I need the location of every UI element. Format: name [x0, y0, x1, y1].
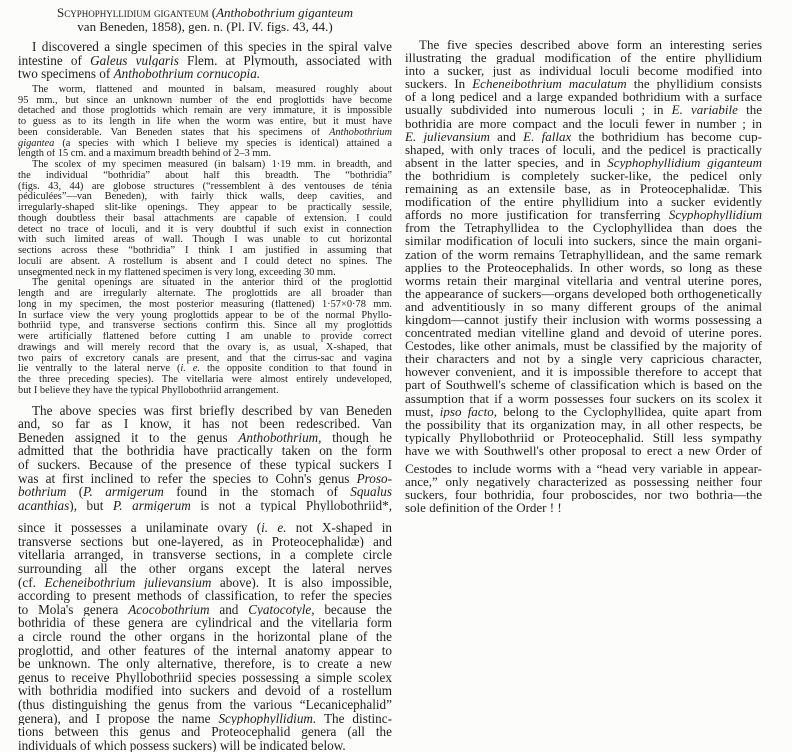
text-line	[405, 418, 762, 431]
text-line	[18, 214, 392, 225]
text-line	[18, 268, 392, 279]
italic-term: Galeus vulgaris	[90, 53, 179, 68]
text-line	[18, 106, 392, 117]
text-run: (	[66, 485, 84, 499]
text-run: the bothridium has become cup-	[571, 129, 762, 143]
text-line	[18, 354, 392, 365]
text-line	[405, 300, 762, 313]
text-run: have we with Southwell's other proposal to erect a new Order of	[405, 443, 762, 457]
text-run: absent in the latter species, and in	[405, 155, 608, 169]
text-line	[18, 739, 392, 752]
text-line	[18, 182, 392, 193]
text-run: and adventitiously in so many different groups of the animal	[405, 299, 762, 313]
italic-term: Anthobothrium giganteum	[216, 6, 353, 20]
text-run: proglottid, and other features of the internal anatomy appear to	[18, 643, 392, 658]
text-run: however convenient, and it is impossible therefore to accept that	[405, 365, 762, 379]
text-line	[18, 712, 392, 726]
italic-term: Echeneibothrium julievansium	[44, 575, 212, 590]
text-line	[405, 143, 762, 156]
text-line	[18, 404, 392, 418]
text-run: remaining as an extensile base, as in Proteocephalidæ. This	[405, 182, 762, 196]
italic-term: Scyphophyllidium.	[218, 711, 317, 726]
text-line	[18, 698, 392, 712]
text-line	[18, 171, 392, 182]
text-run: genera), and I propose the name	[18, 711, 219, 726]
text-run: from the Tetraphyllidea to the Cyclophyllidea than does the	[405, 221, 762, 235]
text-run: two pairs of excretory canals are present, and that the cirrus-sac and vagina	[18, 353, 392, 364]
text-run: the	[737, 103, 762, 117]
text-line	[405, 117, 762, 130]
text-line	[405, 405, 762, 418]
text-line	[18, 257, 392, 268]
text-run: belong to the Cyclophyllidea, quite apart from	[496, 404, 762, 418]
text-run: individuals of which possess suckers) will be indicated below.	[18, 738, 346, 752]
text-run: Beneden assigned it to the genus	[18, 430, 239, 445]
text-line	[405, 261, 762, 274]
text-line	[405, 221, 762, 234]
text-run: sole definition of the Order ! !	[405, 501, 562, 515]
text-run: was at first inclined to refer the species to Cohn's genus	[18, 471, 357, 486]
text-run: with such limited areas of wall. Though I was unable to cut horizontal	[18, 235, 392, 246]
text-run: Cestodes, like other animals, must be classified by the majority of	[405, 339, 762, 353]
text-block	[18, 85, 392, 397]
text-run: ), but	[69, 498, 113, 513]
text-line	[405, 38, 762, 51]
italic-term: Anthobothrium cornucopia.	[113, 67, 261, 81]
text-line	[18, 225, 392, 236]
text-run: irregularly-shaped slit-like openings. They appear to be practically sessile,	[18, 203, 392, 214]
text-line	[18, 603, 392, 617]
text-run: length and are irregularly alternate. The proglottids are all broader than	[18, 289, 392, 300]
text-line	[18, 562, 392, 576]
text-run: found in the stomach of	[163, 485, 351, 499]
text-run: the possibility that its organization may, in all other respects, be	[405, 417, 762, 431]
text-run: part of Southwell's scheme of classification which is based on the	[405, 378, 762, 392]
text-run: surrounding all the other organs except the lateral nerves	[18, 562, 392, 576]
text-run: bothridia are more compact and the loculi fewer in number ; in	[405, 116, 762, 130]
italic-term: Squalus	[350, 485, 392, 499]
paragraph-gap	[18, 512, 392, 521]
text-run: (cf.	[18, 575, 45, 590]
text-run: suckers, four bothridia, four proboscides, nor two bothria—the	[405, 488, 762, 502]
text-run: I discovered a single specimen of this species in the spiral valve	[32, 40, 392, 54]
left-column	[18, 6, 392, 752]
text-line	[18, 40, 392, 54]
text-run: the opposite condition to that found in	[200, 364, 392, 375]
text-run: In surface view the very young proglottids appear to be of the normal Phyllo-	[18, 310, 392, 321]
text-run: admitted that the bothridia have practically taken on the form	[18, 444, 392, 458]
text-run: shaped, with only traces of loculi, and the pedicel is practically	[405, 142, 762, 156]
text-line	[18, 644, 392, 658]
italic-term: Cyatocotyle,	[248, 602, 315, 617]
text-run: though doubtless their basal attachments are capable of extension. I could	[18, 213, 392, 224]
text-line	[405, 195, 762, 208]
text-run: the individual “bothridia” about half this breadth. The “bothridia”	[18, 170, 392, 181]
text-line	[405, 77, 762, 90]
text-block	[405, 462, 762, 514]
text-line	[405, 248, 762, 261]
text-line	[405, 431, 762, 444]
text-run: above). It is also impossible,	[211, 575, 392, 590]
text-line	[405, 90, 762, 103]
italic-term: bothrium	[18, 485, 67, 499]
text-line	[405, 64, 762, 77]
text-run: though he	[321, 430, 392, 445]
text-line	[405, 365, 762, 378]
text-run: is not a typical Phyllobothriid*,	[190, 498, 392, 513]
text-run: of a long pedicel and a large expanded bothridium with a surface	[405, 90, 762, 104]
right-column	[405, 38, 762, 514]
text-run: ance,” only negatively characterized as possessing neither four	[405, 475, 762, 489]
text-line	[405, 208, 762, 221]
text-run: detect no trace of loculi, and it is very doubtful if such exist in connection	[18, 224, 392, 235]
text-run: been considerable. Van Beneden states that his specimens of	[18, 127, 330, 138]
text-line	[18, 485, 392, 499]
text-line	[405, 501, 762, 514]
text-run: detached and those proglottids which remain are very immature, it is impossible	[18, 106, 392, 117]
text-run: sections across these “bothridia” I think I am justified in assuming that	[18, 246, 392, 257]
text-run: transverse sections but one-layered, as in Proteocephalidæ) and	[18, 534, 392, 549]
italic-term: Anthobothrium	[329, 127, 392, 138]
text-run: (figs. 43, 44) are globose structures (“ressemblent à des ventouses de ténia	[18, 181, 392, 192]
text-block	[18, 40, 392, 81]
italic-term: Echeneibothrium maculatum	[472, 77, 627, 91]
text-run: pédiculées”—van Beneden), with fairly thick walls, deep cavities, and	[18, 192, 392, 203]
text-line	[405, 182, 762, 195]
italic-term: Acocobothrium	[128, 602, 210, 617]
text-line	[18, 589, 392, 603]
text-run: length of 15 cm. and a maximum breadth behind of 2–3 mm.	[18, 149, 272, 160]
text-line	[18, 431, 392, 445]
text-line	[405, 392, 762, 405]
text-run: The distinc-	[316, 711, 392, 726]
text-run: according to present methods of classification, to refer the species	[18, 589, 392, 603]
text-run: to guess as to its length in life when the worm was entire, but it must have	[18, 117, 392, 128]
text-run: their characters and not by a single very capricious character,	[405, 352, 762, 366]
text-run: long in my specimen, the most posterior measuring (flattened) 1·57×0·78 mm.	[18, 299, 392, 310]
text-line	[18, 375, 392, 386]
italic-term: ipso facto,	[439, 404, 497, 418]
text-run: two specimens of	[18, 67, 114, 81]
species-name-heading: Scyphophyllidium giganteum	[57, 6, 209, 20]
text-line	[405, 51, 762, 64]
text-run: and, so far as I know, it has not been redescribed. Van	[18, 417, 392, 431]
text-line	[18, 616, 392, 630]
text-run: assumption that if a worm possesses four suckers on its scolex it	[405, 391, 762, 405]
text-run: zation of the worm remains Tetraphyllidean, and the same remark	[405, 247, 762, 261]
text-line	[18, 657, 392, 671]
text-run: kingdom—cannot justify their inclusion with worms possessing a	[405, 312, 762, 327]
text-line	[18, 521, 392, 535]
text-block	[18, 404, 392, 513]
text-line	[18, 311, 392, 322]
text-run: must,	[405, 404, 440, 418]
text-run: applies to the Proteocephalids. In other words, so long as these	[405, 260, 762, 274]
text-line	[405, 326, 762, 339]
text-line	[405, 130, 762, 143]
italic-term: Scyphophyllidium	[668, 208, 762, 222]
text-run: drawings and will merely record that the ovary is, as usual, X-shaped, that	[18, 342, 392, 353]
text-line	[18, 203, 392, 214]
text-line	[18, 20, 392, 34]
italic-term: i. e.	[261, 521, 287, 535]
text-line	[405, 462, 762, 475]
italic-term: E. fallax	[523, 129, 572, 143]
text-line	[405, 378, 762, 391]
text-run: usually subdivided into numerous loculi ; in	[405, 103, 672, 117]
text-run: worms retain their marginal vitellaria and ventral uterine pores,	[405, 273, 762, 287]
text-line	[18, 472, 392, 486]
italic-term: Scyphophyllidium giganteum	[607, 155, 762, 169]
text-line	[18, 458, 392, 472]
text-line	[18, 671, 392, 685]
text-line	[405, 103, 762, 116]
text-run: the bothridium is completely sucker-like, the pedicel only	[405, 168, 762, 183]
italic-term: P. armigerum	[112, 498, 191, 513]
text-line	[18, 499, 392, 513]
text-run: the appearance of suckers—organs developed both orthogenetically	[405, 286, 762, 300]
text-line	[18, 289, 392, 300]
italic-term: acanthias	[18, 498, 70, 513]
text-run: (	[208, 6, 217, 20]
text-line	[405, 352, 762, 365]
text-line	[405, 339, 762, 352]
text-line	[18, 128, 392, 139]
text-line	[18, 149, 392, 160]
text-line	[18, 139, 392, 150]
text-run: be unknown. The only alternative, therefore, is to create a new	[18, 657, 392, 671]
text-run: and	[209, 602, 249, 617]
text-line	[405, 488, 762, 501]
text-line	[405, 475, 762, 488]
text-line	[18, 235, 392, 246]
text-line	[405, 156, 762, 169]
text-run: unsegmented neck in my flattened specimen is very long, exceeding 30 mm.	[18, 267, 336, 278]
text-run: bothriid type, and transverse sections confirm this. Since all my proglottids	[18, 321, 392, 332]
italic-term: E. variabile	[671, 103, 738, 117]
text-run: affords no more justification for transferring	[405, 208, 669, 222]
text-line	[405, 287, 762, 300]
text-line	[18, 321, 392, 332]
italic-term: Proso-	[356, 471, 392, 486]
text-line	[18, 630, 392, 644]
text-run: since it possesses a unilaminate ovary (	[18, 521, 262, 535]
text-run: of suckers. Because of the presence of these typical suckers I	[18, 457, 392, 472]
text-run: similar modification of loculi into suckers, since the main organi-	[405, 234, 762, 248]
text-line	[405, 234, 762, 247]
text-run: Flem. at Plymouth, associated with	[178, 53, 392, 68]
text-run: 95 mm., but since an unknown number of the end proglottids have become	[18, 95, 392, 106]
text-line	[18, 417, 392, 431]
italic-term: Anthobothrium,	[238, 430, 322, 445]
text-line	[18, 576, 392, 590]
text-line	[18, 192, 392, 203]
text-run: lie ventrally to the lateral nerve (	[18, 364, 181, 375]
text-line	[18, 725, 392, 739]
text-run: but I believe they have the typical Phyllobothriid arrangement.	[18, 385, 279, 396]
text-line	[18, 684, 392, 698]
text-run: The five species described above form an interesting series	[419, 38, 762, 52]
text-run: the three preceding species). The vitellaria were almost entirely undeveloped,	[18, 375, 392, 386]
text-run: not X-shaped in	[286, 521, 392, 535]
text-run: The above species was first briefly described by van Beneden	[32, 403, 392, 418]
text-run: with bothridia modified into suckers and devoid of a rostellum	[18, 684, 392, 698]
italic-term: gigantea	[18, 138, 55, 149]
text-run: typically Phyllobothriid or Proteocephalid. Still less sympathy	[405, 430, 762, 444]
text-line	[18, 444, 392, 458]
text-run: Cestodes to include worms with a “head very variable in appear-	[405, 462, 762, 476]
text-line	[18, 246, 392, 257]
text-run: and	[489, 129, 524, 143]
text-line	[18, 278, 392, 289]
text-line	[18, 67, 392, 81]
text-run: because the	[314, 602, 392, 617]
text-run: modification of the entire phyllidium into a sucker evidently	[405, 195, 762, 209]
text-line	[18, 343, 392, 354]
italic-term: P. armigerum	[83, 485, 164, 499]
italic-term: E. julievansium	[405, 129, 490, 143]
text-line	[18, 364, 392, 375]
text-block	[405, 38, 762, 457]
text-line	[18, 548, 392, 562]
text-line	[18, 117, 392, 128]
italic-term: i. e.	[180, 364, 201, 375]
text-run: van Beneden, 1858), gen. n. (Pl. IV. figs. 43, 44.)	[77, 20, 333, 34]
text-run: The scolex of my specimen measured (in balsam) 1·19 mm. in breadth, and	[32, 160, 392, 171]
text-run: bothridia of these genera are cylindrical and the vitellaria form	[18, 616, 392, 631]
text-run: a circle round the other organs in the horizontal plane of the	[18, 630, 392, 644]
text-line	[405, 169, 762, 182]
text-run: concentrated median vitelline gland and devoid of uterine pores.	[405, 326, 762, 340]
text-run: (thus distinguishing the genus from the various “Lecanicephalid”	[18, 698, 392, 712]
text-line	[18, 6, 392, 20]
text-block	[18, 521, 392, 752]
text-line	[18, 386, 392, 397]
text-line	[18, 300, 392, 311]
text-run: illustrating the gradual modification of the entire phyllidium	[405, 51, 762, 65]
text-run: genus to receive Phyllobothriid species possessing a simple scolex	[18, 670, 392, 685]
text-run: into a sucker, just as individual loculi become modified into	[405, 64, 762, 78]
text-run: were artificially flattened before cutting I am unable to provide correct	[18, 332, 392, 343]
text-line	[18, 535, 392, 549]
text-line	[405, 274, 762, 287]
text-run: tions between this genus and Proteocephalid genera (all the	[18, 725, 392, 739]
text-run: loculi are absent. A rostellum is absent and I could detect no spines. The	[18, 256, 392, 267]
text-line	[18, 332, 392, 343]
text-line	[18, 96, 392, 107]
text-line	[18, 160, 392, 171]
text-line	[405, 313, 762, 326]
section-heading	[18, 6, 392, 34]
text-line	[18, 54, 392, 68]
text-run: suckers. In	[405, 77, 473, 91]
text-line	[18, 85, 392, 96]
text-run: vitellaria arranged, in transverse sections, in a complete circle	[18, 548, 392, 563]
text-line	[405, 444, 762, 457]
text-run: intestine of	[18, 53, 91, 68]
text-run: to Mola's genera	[18, 602, 129, 617]
text-run: (a species with which I believe my species is identical) attained a	[54, 138, 392, 149]
text-run: The worm, flattened and mounted in balsam, measured roughly about	[32, 84, 392, 95]
text-run: The genital openings are situated in the anterior third of the proglottid	[32, 278, 392, 289]
text-run: the phyllidium consists	[626, 77, 762, 91]
